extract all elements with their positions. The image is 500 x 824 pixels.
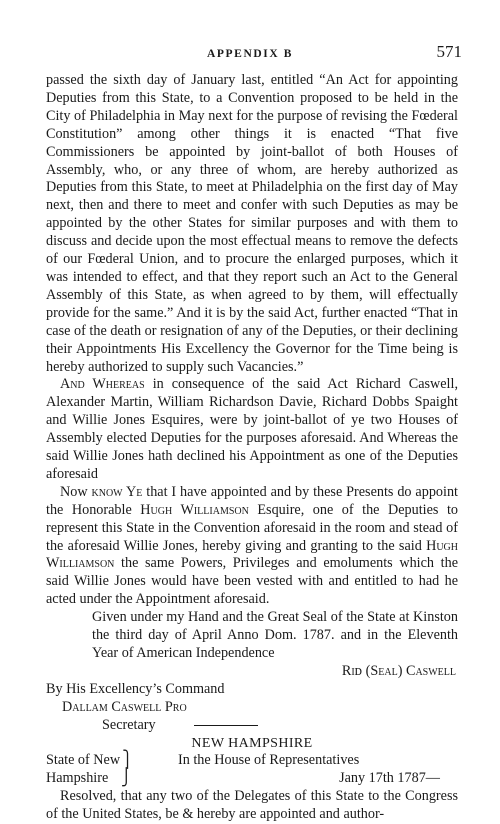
state-label-line2: Hampshire xyxy=(46,770,109,787)
paragraph-act-text: passed the sixth day of January last, entitled “An Act for appointing Deputies from this State, to a Convention proposed to be held in the City of Philadelphia in May next for the purpose of revising the Fœderal Constitution” among other things it is enacted “That five Commissioners be appointed by joint-ballot of both Houses of Assembly, who, or any three of whom, are hereby authorized as Deputies from this State, to meet at Philadelphia on the first day of May next, then and there to meet and confer with such Deputies as may be appointed by the other States for similar purposes and with them to discuss and decide upon the most effectual means to remove the defects of our Fœderal Union, and to procure the enlarged purposes, which it was intended to effect, and that they report such an Act to the General Assembly of this State, as when agreed to by them, will effectually provide for the same.” And it is by the said Act, further enacted “That in case of the death or resignation of any of the Deputies, or their declining their Appointments His Excellency the Governor for the Time being is hereby authorized to supply such Vacancies.” xyxy=(46,72,458,375)
command-line: By His Excellency’s Command xyxy=(46,680,225,697)
governor-signature: Riᴅ (Seal) Caswell xyxy=(341,662,456,679)
state-label xyxy=(46,752,178,788)
appointment-text-c: Esquire, one of the Deputies to represent this State in the Convention aforesaid in the room and stead of the aforesaid Willie Jones, hereby giving and granting to the said xyxy=(46,501,459,554)
house-date: Jany 17th 1787— xyxy=(339,770,440,787)
appointment-text-b: that I have appointed and by these Presents do appoint the Honorable xyxy=(46,483,458,518)
appointment-text-d: the same Powers, Privileges and emoluments which the said Willie Jones would have been vested with and entitled to had he acted under the Appointment aforesaid. xyxy=(46,555,458,608)
page-number: 571 xyxy=(436,42,462,61)
house-name: In the House of Representatives xyxy=(178,752,360,769)
secretary-title: Secretary xyxy=(102,716,156,733)
secretary-line xyxy=(102,717,458,735)
body-text xyxy=(46,72,458,824)
running-title: APPENDIX B xyxy=(207,48,293,60)
paragraph-whereas xyxy=(46,376,458,483)
appointee-name: Hugh Williamson xyxy=(140,501,249,518)
house-header-block xyxy=(46,752,458,788)
divider-rule xyxy=(194,725,258,726)
know-ye: know Ye xyxy=(91,483,143,500)
appointment-text-a: Now xyxy=(60,483,92,500)
given-clause: Given under my Hand and the Great Seal of the State at Kinston the third day of April Anno Dom. 1787. and in the Eleventh Year of American Independence xyxy=(92,609,458,661)
page-header xyxy=(0,42,500,66)
brace-bottom-icon: ⎭ xyxy=(120,769,132,788)
resolved-paragraph: Resolved, that any two of the Delegates of this State to the Congress of the United States, be & hereby are appointed and author- xyxy=(46,788,458,823)
whereas-text: in consequence of the said Act Richard Caswell, Alexander Martin, William Richardson Davie, Richard Dobbs Spaight and Willie Jones Esquires, were by joint-ballot of ye two Houses of Assembly elected Deputies for the purposes aforesaid. And Whereas the said Willie Jones hath declined his Appointment as one of the Deputies aforesaid xyxy=(46,376,458,482)
appointee-name-repeat: Hugh Williamson xyxy=(46,537,458,572)
house-info xyxy=(178,752,458,788)
section-heading: NEW HAMPSHIRE xyxy=(191,735,313,751)
paragraph-appointment xyxy=(46,484,458,609)
brace-top-icon: ⎫ xyxy=(122,751,133,770)
secretary-name: Dallam Caswell Pro xyxy=(62,698,187,715)
whereas-lead: And Whereas xyxy=(60,376,145,393)
state-label-line1: State of New xyxy=(46,752,121,769)
